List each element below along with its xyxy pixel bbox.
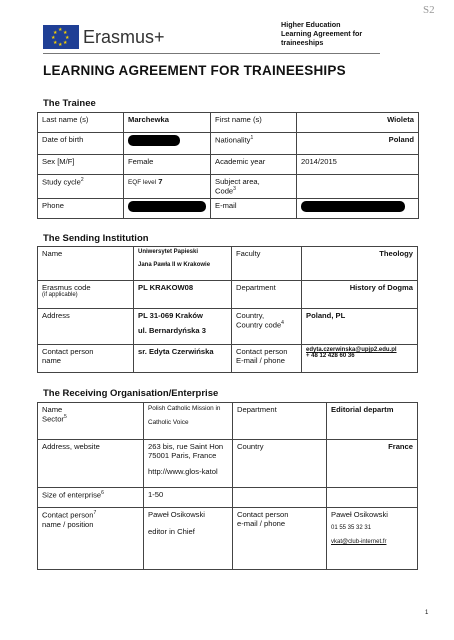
country-value: France bbox=[327, 440, 418, 488]
label: Country bbox=[233, 440, 327, 488]
address-value: PL 31-069 Kraków ul. Bernardyńska 3 bbox=[134, 309, 232, 345]
phone-value bbox=[124, 199, 211, 219]
page-title: LEARNING AGREEMENT FOR TRAINEESHIPS bbox=[43, 63, 346, 78]
label: Faculty bbox=[232, 247, 302, 281]
label: Study cycle$^2$ bbox=[38, 175, 124, 199]
redaction-mark bbox=[301, 201, 405, 212]
contact-name-value: sr. Edyta Czerwińska bbox=[134, 345, 232, 373]
sending-table bbox=[37, 246, 418, 373]
section-title-sending: The Sending Institution bbox=[43, 233, 149, 244]
receiving-table bbox=[37, 402, 418, 570]
country-value: Poland, PL bbox=[302, 309, 418, 345]
doc-type-line: Higher Education bbox=[281, 20, 341, 29]
first-name-value: Wioleta bbox=[297, 113, 419, 133]
label: Country, Country code$^4$ bbox=[232, 309, 302, 345]
email-value bbox=[297, 199, 419, 219]
label: Academic year bbox=[211, 155, 297, 175]
doc-type-line: traineeships bbox=[281, 38, 324, 47]
label: Address bbox=[38, 309, 134, 345]
label: Department bbox=[232, 281, 302, 309]
label: E-mail bbox=[211, 199, 297, 219]
eqf-value: EQF level 7 bbox=[124, 175, 211, 199]
contact-email-value: edyta.czerwinska@upjp2.edu.pl + 48 12 428 60 36 bbox=[302, 345, 418, 373]
header-divider bbox=[43, 53, 380, 54]
label: Subject area, Code$^3$ bbox=[211, 175, 297, 199]
empty-cell bbox=[233, 488, 327, 508]
label: Contact person e-mail / phone bbox=[233, 508, 327, 570]
department-value: Editorial departm bbox=[327, 403, 418, 440]
contact-details-value: Paweł Osikowski 01 55 35 32 31 vkat@club-internet.fr bbox=[327, 508, 418, 570]
erasmus-logo bbox=[43, 25, 165, 49]
logo-text: Erasmus+ bbox=[83, 26, 165, 47]
label: Department bbox=[233, 403, 327, 440]
last-name-value: Marchewka bbox=[124, 113, 211, 133]
nationality-value: Poland bbox=[297, 133, 419, 155]
label: Contact person E-mail / phone bbox=[232, 345, 302, 373]
label: First name (s) bbox=[211, 113, 297, 133]
trainee-table bbox=[37, 112, 419, 219]
subject-value bbox=[297, 175, 419, 199]
redaction-mark bbox=[128, 201, 206, 212]
document-type bbox=[281, 20, 421, 47]
address-value: 263 bis, rue Saint Hon 75001 Paris, France http://www.glos-katol bbox=[144, 440, 233, 488]
dob-value bbox=[124, 133, 211, 155]
label: Name bbox=[38, 247, 134, 281]
department-value: History of Dogma bbox=[302, 281, 418, 309]
label: Phone bbox=[38, 199, 124, 219]
sex-value: Female bbox=[124, 155, 211, 175]
label: Size of enterprise$^6$ bbox=[38, 488, 144, 508]
empty-cell bbox=[327, 488, 418, 508]
section-title-trainee: The Trainee bbox=[43, 98, 96, 109]
label: Contact person$^7$ name / position bbox=[38, 508, 144, 570]
label: Nationality$^1$ bbox=[211, 133, 297, 155]
eu-flag-icon: ★ ★ ★ ★ ★ ★ ★ ★ bbox=[43, 25, 79, 49]
label: Date of birth bbox=[38, 133, 124, 155]
size-value: 1-50 bbox=[144, 488, 233, 508]
contact-name-value: Paweł Osikowski editor in Chief bbox=[144, 508, 233, 570]
margin-note: S2 bbox=[423, 4, 435, 16]
faculty-value: Theology bbox=[302, 247, 418, 281]
receiving-name-value: Polish Catholic Mission in Catholic Voice bbox=[144, 403, 233, 440]
doc-type-line: Learning Agreement for bbox=[281, 29, 363, 38]
redaction-mark bbox=[128, 135, 180, 146]
label: Address, website bbox=[38, 440, 144, 488]
label: Contact person name bbox=[38, 345, 134, 373]
label: Sex [M/F] bbox=[38, 155, 124, 175]
label: Last name (s) bbox=[38, 113, 124, 133]
page-number: 1 bbox=[425, 610, 429, 616]
academic-year-value: 2014/2015 bbox=[297, 155, 419, 175]
label: Name Sector$^5$ bbox=[38, 403, 144, 440]
label: Erasmus code (if applicable) bbox=[38, 281, 134, 309]
erasmus-code-value: PL KRAKOW08 bbox=[134, 281, 232, 309]
sending-name-value: Uniwersytet Papieski Jana Pawła II w Krakowie bbox=[134, 247, 232, 281]
section-title-receiving: The Receiving Organisation/Enterprise bbox=[43, 388, 219, 399]
